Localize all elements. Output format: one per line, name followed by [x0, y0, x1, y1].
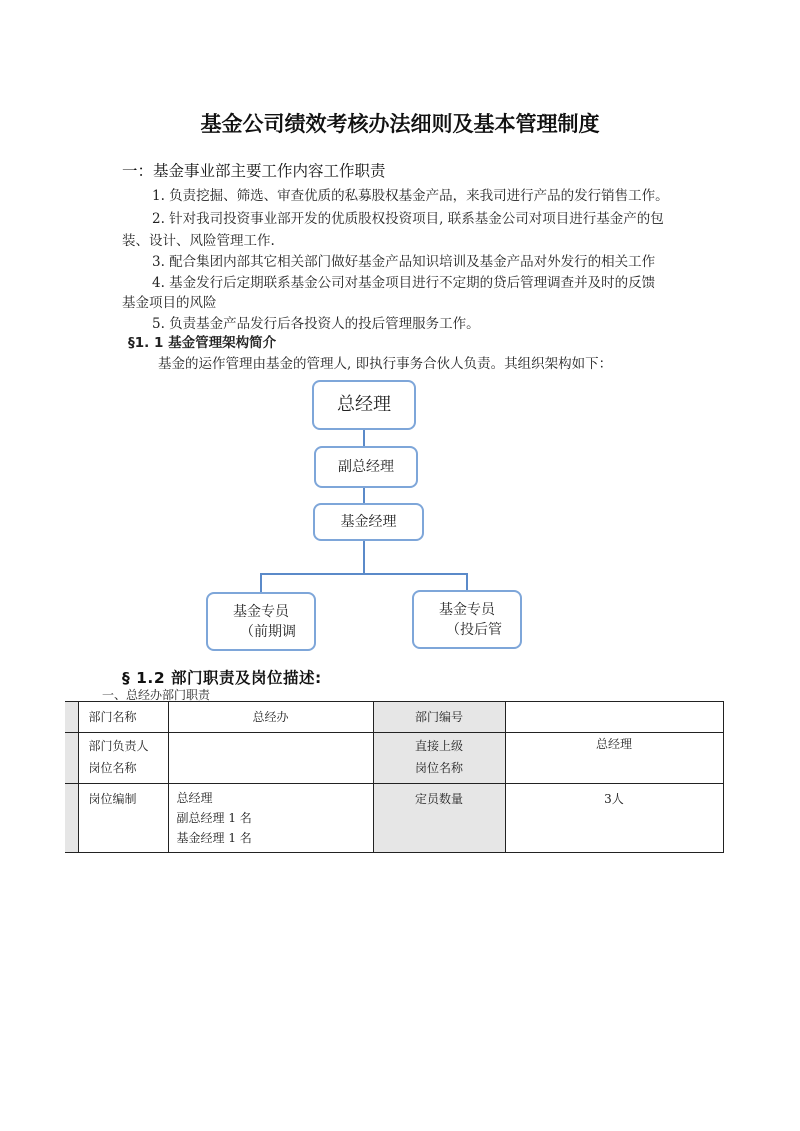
document-title: 基金公司绩效考核办法细则及基本管理制度 — [200, 112, 600, 136]
structure-intro: 基金的运作管理由基金的管理人, 即执行事务合伙人负责。其组织架构如下： — [158, 356, 613, 372]
staffing-line: 副总经理 1 名 — [176, 811, 252, 825]
subsection-heading: 一、总经办部门职责 — [102, 688, 211, 702]
superior-label — [373, 733, 505, 784]
label-line: 岗位名称 — [414, 761, 463, 775]
table-row — [65, 733, 737, 784]
connector-deputy-fund — [363, 487, 365, 504]
staffing-line: 基金经理 1 名 — [176, 831, 252, 845]
label-line: 直接上级 — [414, 739, 463, 753]
table-gutter — [65, 702, 78, 733]
table-gutter — [65, 733, 78, 784]
dept-head-label — [78, 733, 168, 784]
section-heading-duties: 一：基金事业部主要工作内容工作职责 — [122, 162, 386, 180]
org-node-general-manager — [312, 380, 416, 430]
section-heading-structure: §1. 1 基金管理架构简介 — [128, 335, 277, 351]
duty-item-1: 1. 负责挖掘、筛选、审查优质的私募股权基金产品，来我司进行产品的发行销售工作。 — [152, 188, 669, 204]
org-node-label: 基金专员 — [439, 602, 495, 618]
connector-horizontal — [261, 573, 467, 575]
table-row — [65, 702, 737, 733]
headcount-label: 定员数量 — [373, 784, 505, 853]
duty-item-4-cont: 基金项目的风险 — [122, 295, 217, 311]
department-info-table — [65, 701, 737, 853]
dept-name-value: 总经办 — [168, 702, 373, 733]
staffing-label: 岗位编制 — [78, 784, 168, 853]
duty-item-2-cont: 装、设计、风险管理工作. — [122, 233, 275, 249]
connector-right-drop — [466, 573, 468, 591]
staffing-line: 总经理 — [176, 791, 213, 805]
org-node-label: 总经理 — [337, 394, 391, 415]
dept-no-label: 部门编号 — [373, 702, 505, 733]
table-gutter — [65, 784, 78, 853]
org-node-specialist-pre — [206, 592, 316, 651]
dept-name-label: 部门名称 — [78, 702, 168, 733]
duty-item-4: 4. 基金发行后定期联系基金公司对基金项目进行不定期的贷后管理调查并及时的反馈 — [152, 275, 656, 291]
superior-value: 总经理 — [505, 733, 723, 784]
connector-gm-deputy — [363, 429, 365, 447]
table-edge — [723, 784, 737, 853]
staffing-value — [168, 784, 373, 853]
connector-fund-split — [363, 540, 365, 574]
org-node-sublabel: （投后管 — [446, 622, 502, 638]
dept-head-value — [168, 733, 373, 784]
label-line: 部门负责人 — [88, 739, 149, 753]
connector-left-drop — [260, 573, 262, 593]
org-node-label: 基金经理 — [340, 514, 397, 530]
dept-no-value — [505, 702, 723, 733]
label-line: 岗位名称 — [88, 761, 137, 775]
org-node-label: 基金专员 — [233, 604, 289, 620]
org-node-sublabel: （前期调 — [240, 624, 296, 640]
org-node-deputy-manager — [314, 446, 418, 488]
table-row — [65, 784, 737, 853]
headcount-value: 3人 — [505, 784, 723, 853]
org-node-fund-manager — [313, 503, 424, 541]
org-node-specialist-post — [412, 590, 522, 649]
section-heading-positions: § 1.2 部门职责及岗位描述: — [122, 669, 322, 687]
table-edge — [723, 702, 737, 733]
duty-item-2: 2. 针对我司投资事业部开发的优质股权投资项目, 联系基金公司对项目进行基金产的包 — [152, 211, 664, 227]
duty-item-3: 3. 配合集团内部其它相关部门做好基金产品知识培训及基金产品对外发行的相关工作 — [152, 254, 656, 270]
table-edge — [723, 733, 737, 784]
duty-item-5: 5. 负责基金产品发行后各投资人的投后管理服务工作。 — [152, 316, 480, 332]
org-node-label: 副总经理 — [338, 459, 394, 475]
